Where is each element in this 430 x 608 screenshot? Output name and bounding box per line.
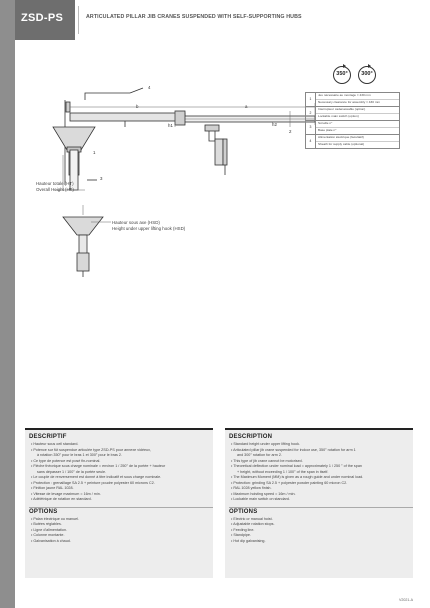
list-item: • Colonne montante. [31,533,65,537]
list-item: • Protection : grenaillage SA 2.5 + peinture poudre polyester 60 microns C2. [31,480,155,485]
list-item: • Palan électrique ou manuel. [31,516,80,521]
options-heading-en: OPTIONS [229,507,413,515]
side-bar [0,0,15,608]
list-item: • Le couple de renversement est donné à titre indicatif et sous charge nominale. [31,475,162,479]
descriptif-list [31,442,209,503]
options-list-en [231,517,409,545]
cable-sheath [85,93,130,100]
legend-text: Sheath for supply cable (optional) [316,141,399,148]
list-item: + height, without exceeding 1 / 100° of the span in itself. [237,469,329,474]
legend-table [305,92,400,149]
legend-text: Necessary clearance for assembly = 430 mm [316,99,399,106]
header-divider [78,6,79,34]
mount-plate [66,102,70,112]
descriptif-heading: DESCRIPTIF [29,434,67,440]
hoist [215,139,223,165]
options-list-fr [31,517,209,545]
label-two: 2 [289,129,292,134]
rotation-300-icon [358,66,376,84]
list-item: • RAL 1028 yellow finish. [231,486,272,490]
legend-row [305,93,400,107]
label-a: a [245,104,248,109]
height-hook-en: Height under upper lifting hook (HSD) [112,226,186,231]
legend-num: 4 [306,135,316,148]
trolley [205,125,219,131]
page-title: ARTICULATED PILLAR JIB CRANES SUSPENDED WITH SELF-SUPPORTING HUBS [86,14,302,20]
legend-text: Alimentation électrique (facultatif) [318,135,364,139]
label-h2: h2 [272,122,277,127]
lower-funnel [63,217,103,235]
list-item: • Galvanisation à chaud. [31,538,71,543]
list-item: • Hot dip galvanising. [231,538,266,543]
descriptif-panel [25,428,213,578]
list-item: • The Maximum Moment (MM) is given as a rough guide and under nominal load. [231,475,364,479]
list-item: • Electric or manual hoist. [231,516,273,521]
list-item: à rotation 350° pour le bras 1 et 300° pour le bras 2. [37,453,122,457]
legend-text: Scrudle n° [318,121,333,126]
list-item: and 300° rotation for arm 2. [237,453,282,457]
list-item: • Articulated pillar jib crane suspended for indoor use, 350° rotation for arm 1 [231,447,356,452]
list-item: • Standard height under upper lifting hook. [231,442,300,446]
legend-text: Jeu nécessaire au montage = 430 mm [318,93,371,98]
list-item: • Maximum hoisting speed = 16m / min. [231,491,296,496]
list-item: • Ligne d'alimentation. [31,527,68,532]
legend-row [305,121,400,135]
label-four: 4 [148,85,151,90]
label-b: b [136,104,139,109]
list-item: • Adélétrique de rotation en standard. [31,497,92,501]
joint-hub [175,111,185,125]
rotation-300-label: 300° [361,71,373,77]
product-code: ZSD-PS [21,12,64,24]
label-three: 3 [100,176,103,181]
height-hook-fr: Hauteur sous axe (HSD) [112,220,160,225]
rotation-350-label: 350° [336,71,348,77]
list-item: • Potence sur fût suspendue articulée type ZSD-PS pour annexe vidéeux, [31,447,151,452]
arm-1 [70,113,185,121]
list-item: • Flèche théorique sous charge nominale = environ 1 / 250° de la portée + hauteur [31,464,166,468]
list-item: • Theoretical deflection under nominal load = approximately 1 / 250 ° of the span [231,464,362,468]
description-list [231,442,409,503]
list-item: • Lockable main switch on standard. [231,497,290,501]
list-item: • Adjustable rotation stops. [231,522,275,526]
document-reference: V2021-A [399,598,413,602]
list-item: • Feeding line. [231,527,255,532]
legend-row [305,135,400,149]
description-panel [225,428,413,578]
legend-text: Lockable main switch (option) [316,113,399,120]
funnel-hub [53,127,95,150]
legend-num: 2 [306,107,316,120]
label-one: 1 [93,150,96,155]
list-item: • Standpipe. [231,533,251,537]
list-item: • This type of jib crane cannot be motorised. [231,458,303,463]
height-total-en: Overall Height (HT) [36,187,74,192]
legend-text: Interrupteur cadenassable (option) [318,107,366,112]
legend-num: 1 [306,93,316,106]
legend-text: Base plate n° [316,127,399,134]
list-item: • Ce type de potence est posé fin-nominal. [31,458,101,463]
legend-row [305,107,400,121]
description-heading: DESCRIPTION [229,434,273,440]
options-heading-fr: OPTIONS [29,507,213,515]
legend-num: 3 [306,121,316,134]
list-item: • Vitesse de levage maximum = 16m / min. [31,491,101,496]
label-h1: h1 [168,123,173,128]
rotation-350-icon [333,66,351,84]
height-total-fr: Hauteur totale (HT) [36,181,74,186]
list-item: sans dépasser 1 / 100° de la portée seule. [37,469,107,474]
list-item: • Butées réglables. [31,522,62,526]
list-item: • Finition jaune RAL 1028. [31,486,74,490]
list-item: • Protection: grinding SA 2.5 + polyester powder painting 60 micron C2. [231,480,348,485]
lower-hoist [77,253,89,271]
list-item: • Hauteur sous oeil standard. [31,442,79,446]
